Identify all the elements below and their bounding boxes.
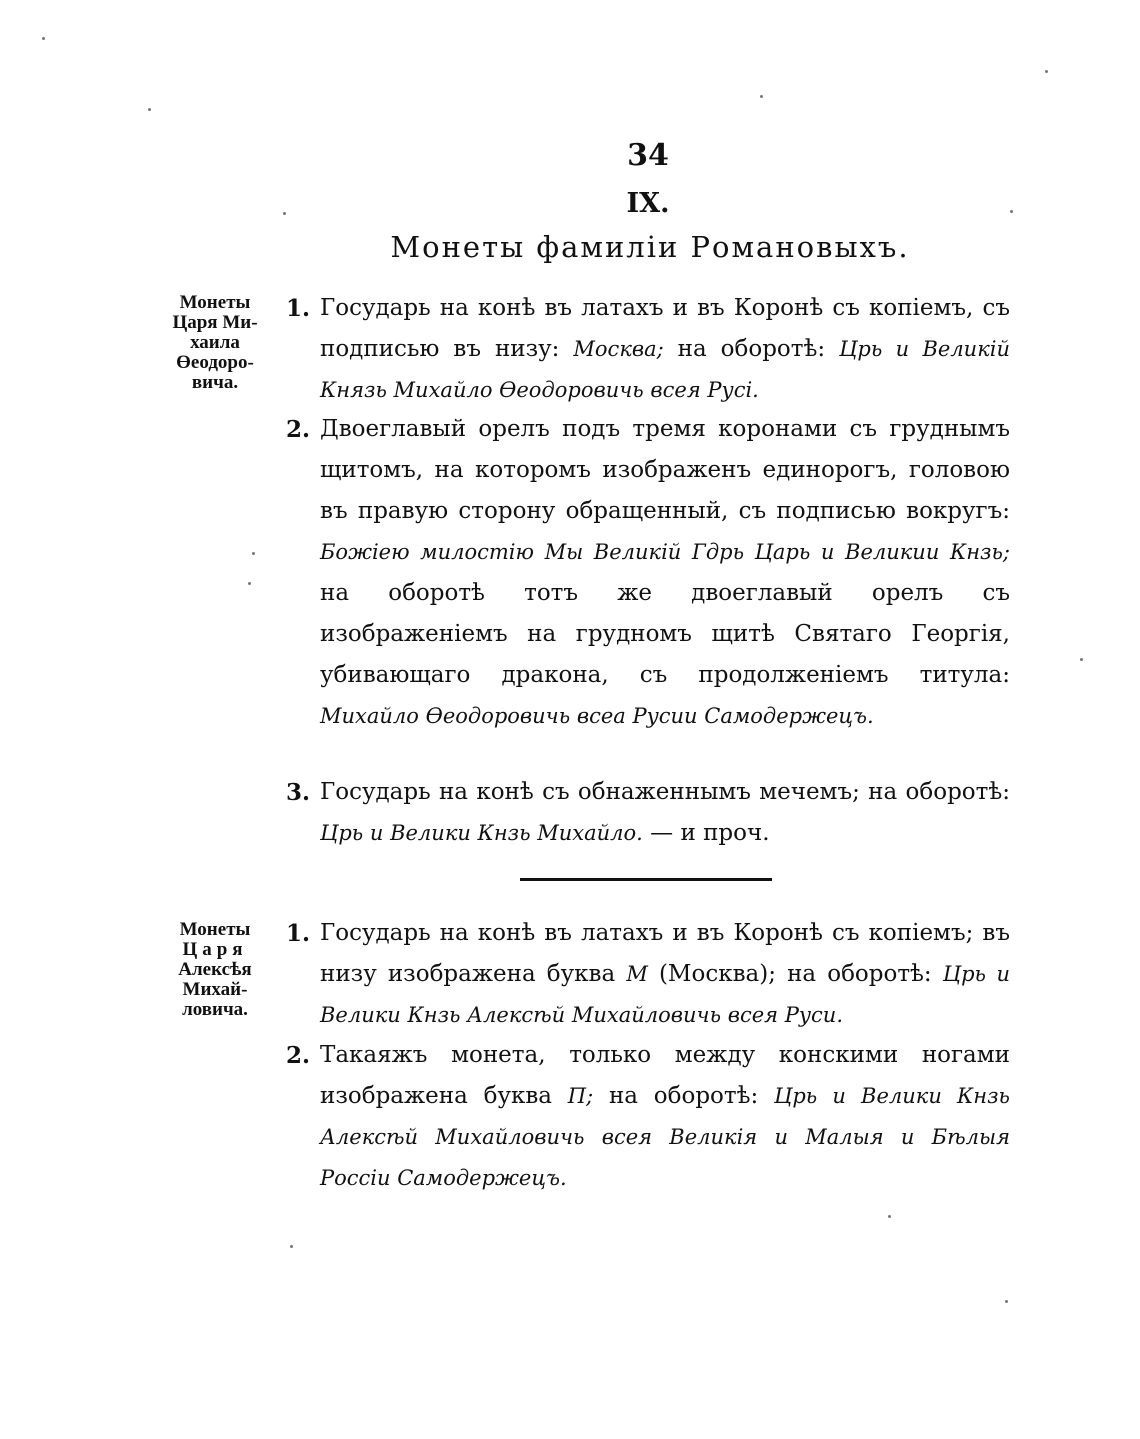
italic-inscription: Црь и Велики Кнзь Михайло. <box>320 821 643 845</box>
scan-speck <box>1010 210 1013 213</box>
entry-number: 2. <box>285 416 310 443</box>
scan-speck <box>1045 70 1048 73</box>
text-run: на оборотѣ тотъ же двоеглавый орелъ съ изображеніемъ на грудномъ щитѣ Святаго Георгія, убивающаго дракона, съ продолженіемъ титула: <box>320 580 1010 688</box>
italic-inscription: Црь и Велики Кнзь Алексѣй Михайловичь всея Великія и Малыя и Бѣлыя Россіи Самодержецъ. <box>320 1084 1010 1190</box>
margin-note-alexei <box>150 920 280 1020</box>
margin-note-line: ловича. <box>182 999 248 1020</box>
margin-note-line: Царя <box>182 939 248 960</box>
scan-speck <box>252 552 255 555</box>
section-title: Монеты фамиліи Романовыхъ. <box>390 230 910 264</box>
section-numeral: IX. <box>626 188 670 219</box>
italic-inscription: М <box>626 962 648 986</box>
entry-text <box>320 409 1010 737</box>
text-run: на оборотѣ: <box>663 336 840 362</box>
scan-speck <box>283 212 286 215</box>
scan-speck <box>1005 1300 1008 1303</box>
scan-speck <box>248 582 251 585</box>
entry-number: 1. <box>285 920 310 947</box>
entry-number: 2. <box>285 1042 310 1069</box>
scan-speck <box>42 37 45 40</box>
italic-inscription: Михайло Өеодоровичь всеа Русии Самодержецъ. <box>320 704 874 728</box>
text-run: на оборотѣ: <box>593 1083 775 1109</box>
scan-speck <box>760 95 763 98</box>
margin-note-line: Михай- <box>182 979 248 1000</box>
margin-note-line: Алексѣя <box>178 959 252 980</box>
italic-inscription: П; <box>567 1084 594 1108</box>
page-number: 34 <box>627 138 669 173</box>
entry-text <box>320 288 1010 411</box>
scan-speck <box>148 108 151 111</box>
scan-speck <box>888 1215 891 1218</box>
text-run: Такаяжъ монета, только между конскими ногами изображена буква <box>320 1042 1010 1109</box>
text-run: (Москва); на оборотѣ: <box>647 961 943 987</box>
margin-note-line: Монеты <box>179 292 251 313</box>
margin-note-line: Өеодоро- <box>176 352 254 373</box>
margin-note-line: Монеты <box>179 919 251 940</box>
text-run: Двоеглавый орелъ подъ тремя коронами съ груднымъ щитомъ, на которомъ изображенъ единорогъ, головою въ правую сторону обращенный, съ подписью вокругъ: <box>320 416 1010 524</box>
italic-inscription: Москва; <box>573 337 664 361</box>
section-divider <box>520 878 772 881</box>
text-run: Государь на конѣ съ обнаженнымъ мечемъ; на оборотѣ: <box>320 779 1010 805</box>
italic-inscription: Божіею милостію Мы Великій Гдрь Царь и Великии Кнзь; <box>320 540 1010 564</box>
entry-number: 1. <box>285 295 310 322</box>
margin-note-line: Царя Ми- <box>172 312 258 333</box>
margin-note-mikhail <box>150 293 280 393</box>
scan-speck <box>1080 658 1083 661</box>
text-run: Государь на конѣ въ латахъ и въ Коронѣ съ копіемъ, съ подписью въ низу: <box>320 295 1010 362</box>
entry-text <box>320 913 1010 1036</box>
entry-text <box>320 772 1010 854</box>
entry-number: 3. <box>285 779 310 806</box>
margin-note-line: вича. <box>191 372 239 393</box>
margin-note-line: хаила <box>190 332 240 353</box>
italic-inscription: Црь и Великій Князь Михайло Өеодоровичь всея Русі. <box>320 337 1010 402</box>
italic-inscription: Црь и Велики Кнзь Алексѣй Михайловичь всея Руси. <box>320 962 1010 1027</box>
text-run: Государь на конѣ въ латахъ и въ Коронѣ съ копіемъ; въ низу изображена буква <box>320 920 1010 987</box>
entry-text <box>320 1035 1010 1199</box>
scan-speck <box>290 1245 293 1248</box>
text-run: — и проч. <box>642 820 770 846</box>
